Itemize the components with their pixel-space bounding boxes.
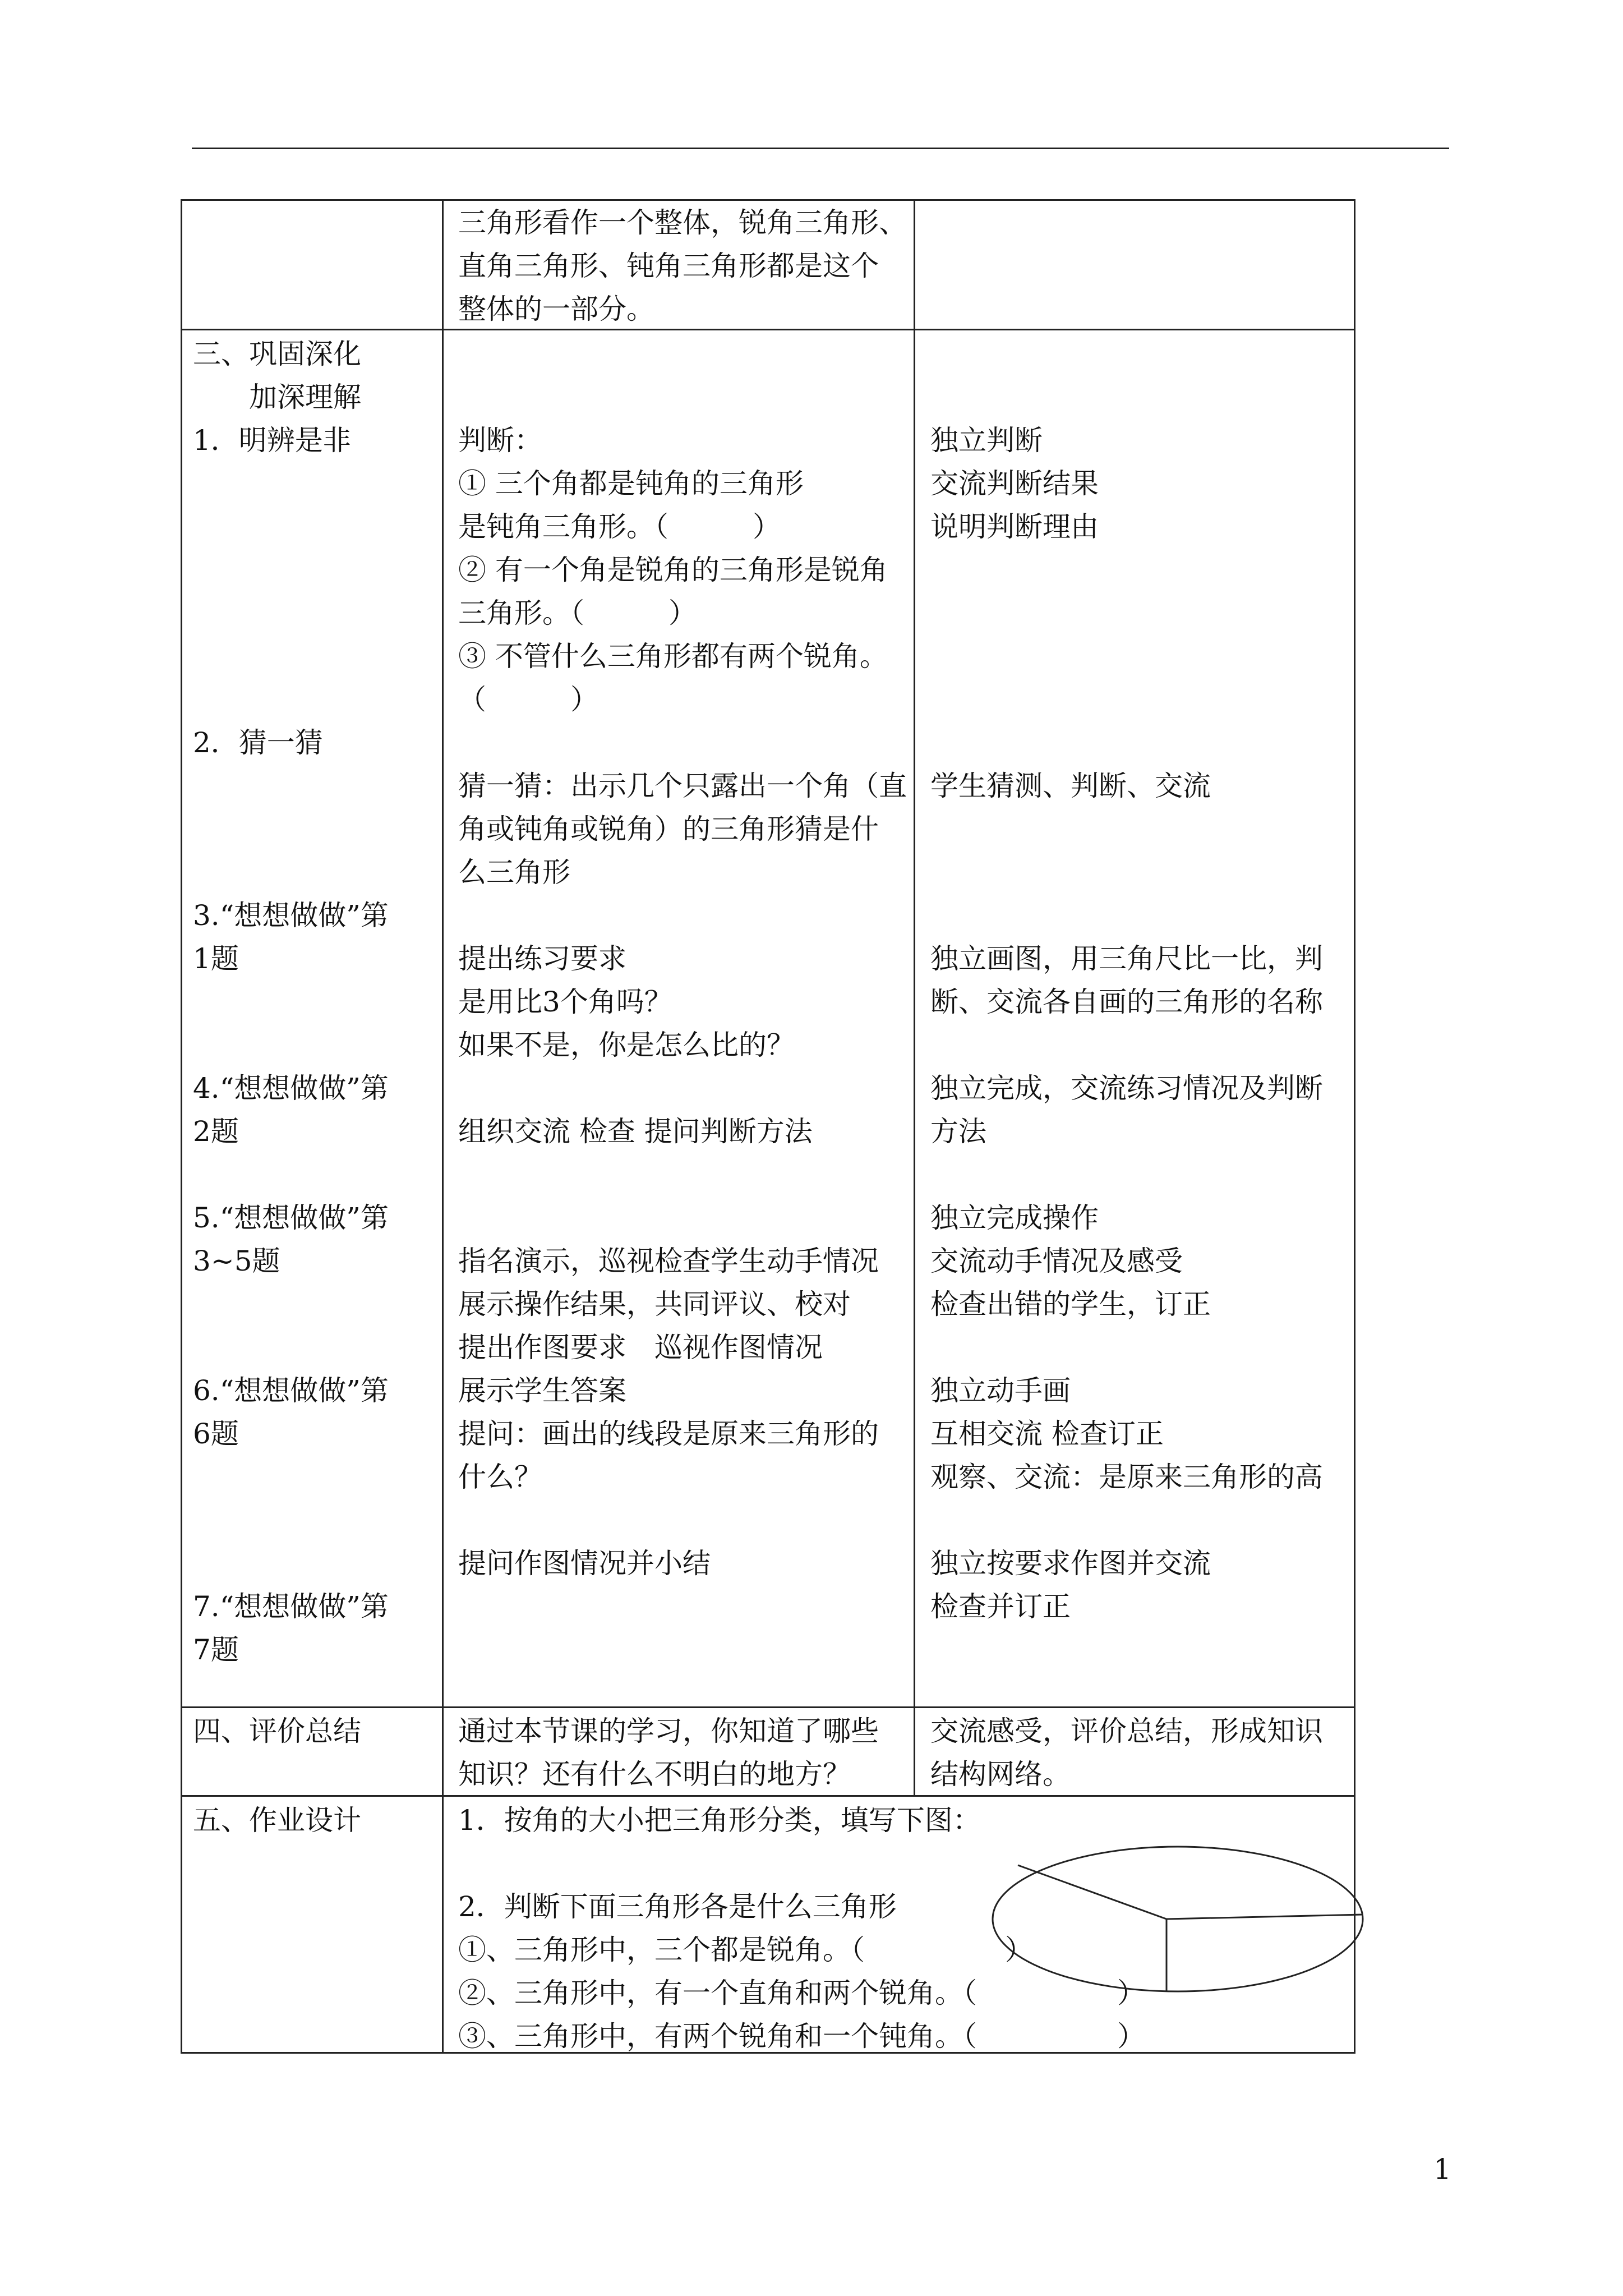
continuation-teacher-text: 三角形看作一个整体，锐角三角形、 直角三角形、钝角三角形都是这个 整体的一部分。 xyxy=(458,206,907,325)
divider-line-left xyxy=(1018,1865,1166,1919)
consolidate-student-column: 独立判断 交流判断结果 说明判断理由 学生猜测、判断、交流 独立画图，用三角尺比一比，判 断、交流各自画的三角形的名称 独立完成，交流练习情况及判断 方法 独立完成操作 交流动手情况及感受 检查出错的学生，订正 独立动手画 互相交流 检查订正 观察、交流：是原来三角形的高 独立按要求作图并交流 检查并订正 xyxy=(930,424,1323,1623)
triangle-classification-ellipse xyxy=(990,1843,1366,1994)
column-divider xyxy=(442,199,444,2054)
table-border-left xyxy=(181,199,182,2054)
column-divider xyxy=(914,199,915,1797)
consolidate-teacher-column: 判断： ① 三个角都是钝角的三角形 是钝角三角形。（ ） ② 有一个角是锐角的三角形是锐角 三角形。（ ） ③ 不管什么三角形都有两个锐角。 （ ） 猜一猜：出示几个只露出一个角（直 角或钝角或锐角）的三角形猜是什 么三角形 提出练习要求 是用比3个角吗？ 如果不是，你是怎么比的？ 组织交流 检查 提问判断方法 指名演示，巡视检查学生动手情况 展示操作结果，共同评议、校对 提出作图要求 巡视作图情况 展示学生答案 提问：画出的线段是原来三角形的 什么？ 提问作图情况并小结 xyxy=(458,424,907,1580)
row-divider xyxy=(181,1706,1355,1708)
table-border-right xyxy=(1354,199,1355,2054)
lesson-plan-table xyxy=(181,199,1355,2054)
homework-content: 1．按角的大小把三角形分类，填写下图： 2．判断下面三角形各是什么三角形 ①、三角形中，三个都是锐角。（ ） ②、三角形中，有一个直角和两个锐角。（ ） ③、三角形中，有两个锐角和一个钝角。（ ） xyxy=(458,1804,1145,2053)
summary-teacher-text: 通过本节课的学习，你知道了哪些 知识？还有什么不明白的地方？ xyxy=(458,1715,879,1791)
divider-line-right xyxy=(1166,1915,1363,1919)
header-rule xyxy=(192,148,1449,149)
consolidate-stage-column: 三、巩固深化 加深理解 1．明辨是非 2．猜一猜 3.“想想做做”第 1题 4.“想想做做”第 2题 5.“想想做做”第 3~5题 6.“想想做做”第 6题 7.“想想做做”第 7题 xyxy=(193,338,389,1666)
page-number: 1 xyxy=(1433,2153,1451,2185)
table-border-top xyxy=(181,199,1355,201)
homework-stage-label: 五、作业设计 xyxy=(193,1804,361,1837)
summary-stage-label: 四、评价总结 xyxy=(193,1715,361,1747)
summary-student-text: 交流感受，评价总结，形成知识 结构网络。 xyxy=(930,1715,1323,1791)
